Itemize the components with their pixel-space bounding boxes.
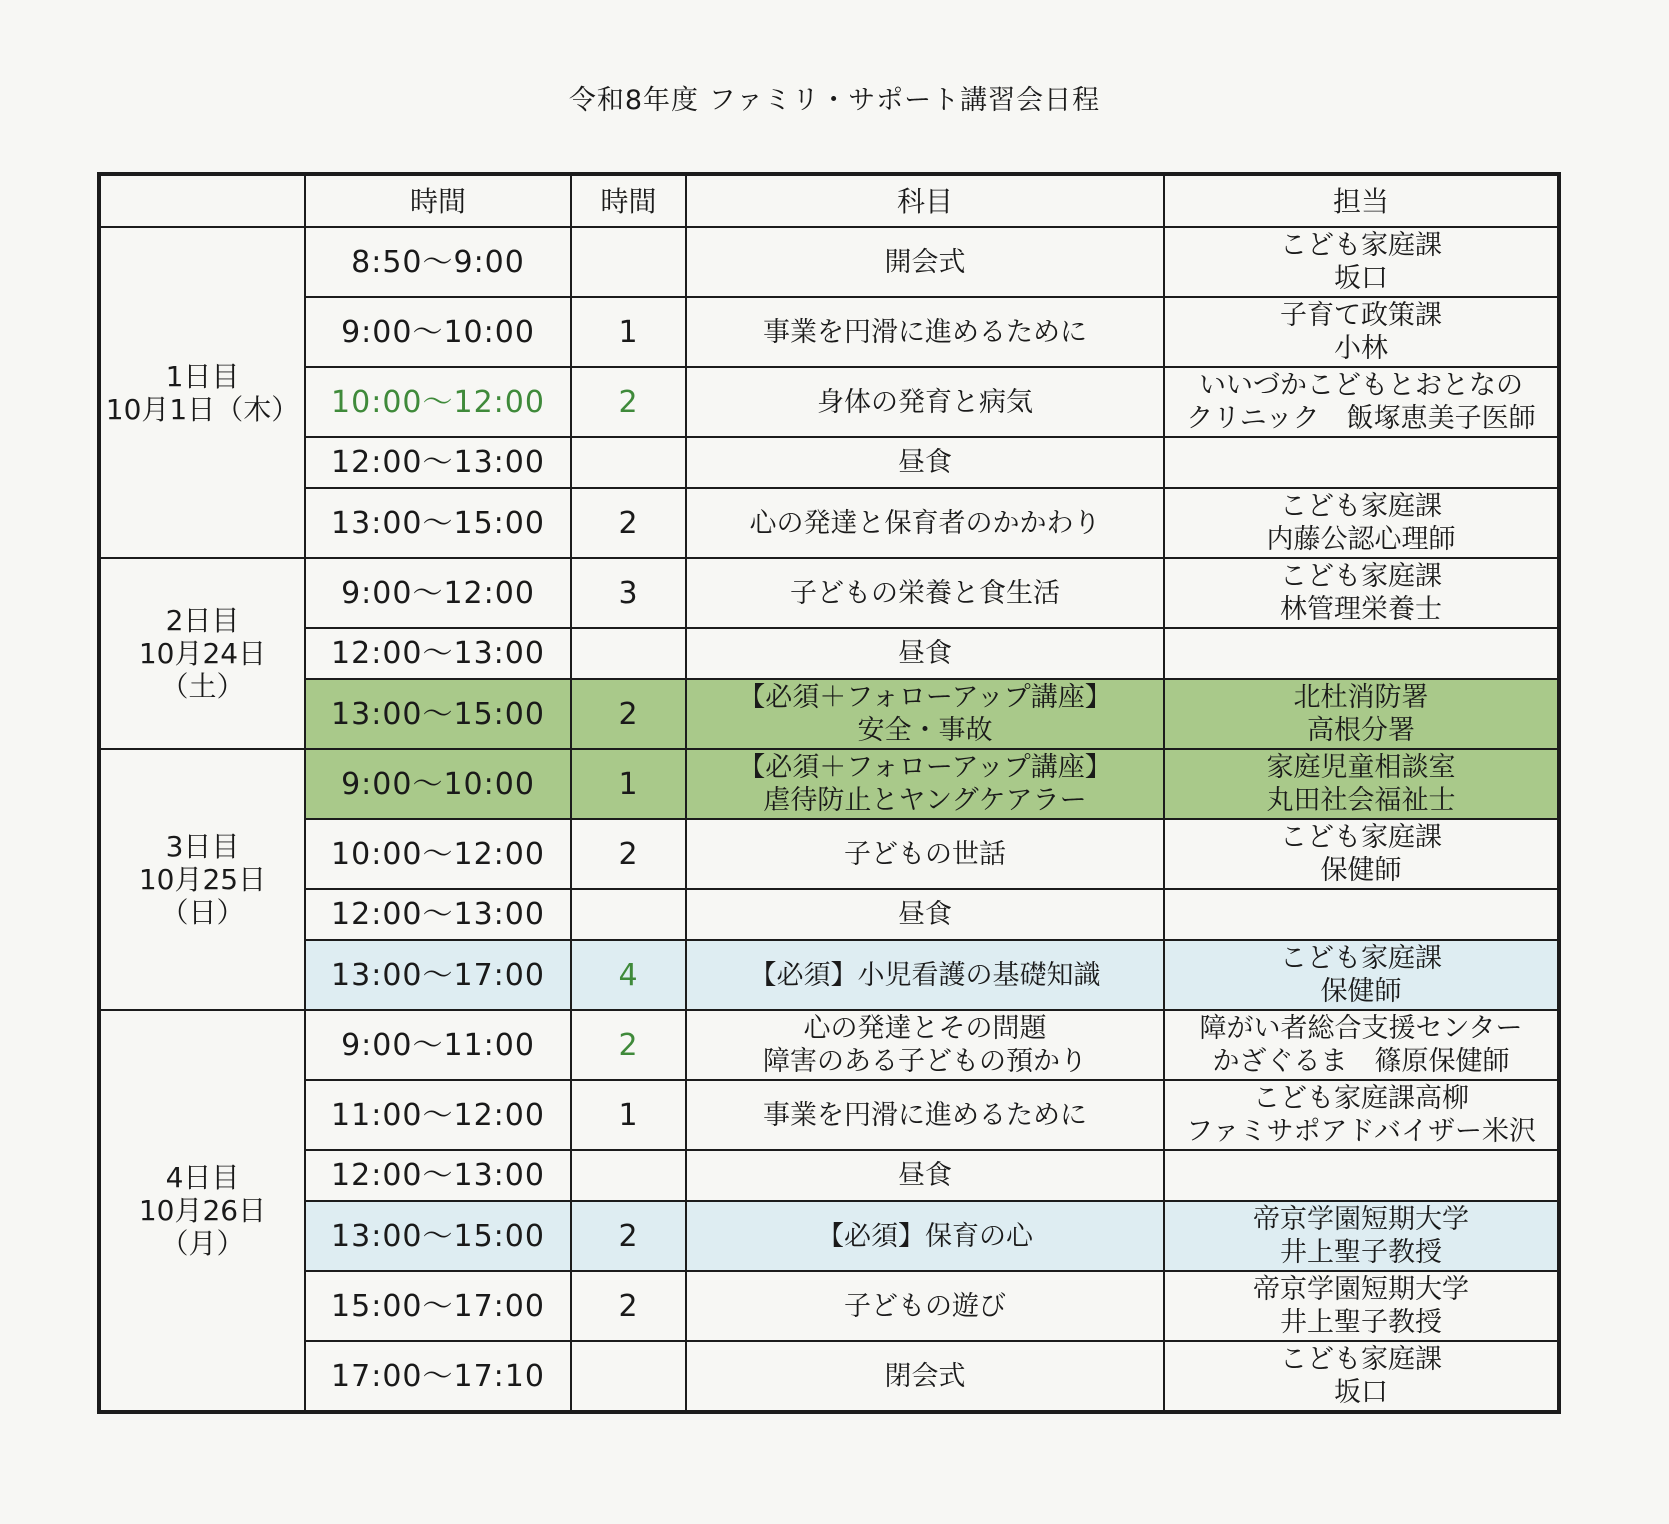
person-cell: [1164, 819, 1559, 889]
table-row: [99, 297, 1559, 367]
hours-cell: [571, 628, 686, 679]
table-row: [99, 1271, 1559, 1341]
hours-cell: 2: [571, 679, 686, 749]
person-cell: [1164, 488, 1559, 558]
hours-cell: [571, 1150, 686, 1201]
subject-line: 【必須】小児看護の基礎知識: [749, 959, 1101, 991]
person-cell: [1164, 1271, 1559, 1341]
person-line: 井上聖子教授: [1280, 1237, 1442, 1268]
person-line: 北杜消防署: [1293, 682, 1429, 713]
table-row: [99, 889, 1559, 940]
hours-cell: 2: [571, 488, 686, 558]
person-line: 林管理栄養士: [1280, 594, 1442, 625]
person-line: 保健師: [1320, 855, 1402, 886]
subject-line: 心の発達と保育者のかかわり: [749, 507, 1101, 539]
subject-cell: [686, 889, 1164, 940]
person-line: 坂口: [1334, 1377, 1388, 1408]
subject-cell: [686, 1010, 1164, 1080]
person-cell: [1164, 749, 1559, 819]
hours-cell: 4: [571, 940, 686, 1010]
hours-cell: 2: [571, 819, 686, 889]
person-cell: [1164, 1341, 1559, 1412]
person-cell: [1164, 940, 1559, 1010]
time-cell: 12:00～13:00: [305, 437, 571, 488]
day-3-cell: [99, 749, 305, 1010]
person-cell: [1164, 1150, 1559, 1201]
person-line: こども家庭課高柳: [1253, 1083, 1469, 1114]
time-cell: 12:00～13:00: [305, 889, 571, 940]
subject-line: 事業を円滑に進めるために: [763, 316, 1087, 348]
person-line: 井上聖子教授: [1280, 1307, 1442, 1338]
day-weekday: （月）: [160, 1227, 245, 1260]
time-cell: 13:00～15:00: [305, 488, 571, 558]
table-row: [99, 1080, 1559, 1150]
subject-cell: [686, 297, 1164, 367]
time-cell: 12:00～13:00: [305, 1150, 571, 1201]
time-cell: 12:00～13:00: [305, 628, 571, 679]
day-date: 10月1日（木）: [105, 392, 300, 426]
person-cell: [1164, 889, 1559, 940]
person-cell: [1164, 367, 1559, 437]
person-line: こども家庭課: [1280, 943, 1442, 974]
subject-line: 昼食: [898, 638, 952, 669]
table-row: [99, 628, 1559, 679]
document-title: 令和8年度 ファミリ・サポート講習会日程: [568, 85, 1101, 116]
table-row: [99, 227, 1559, 297]
table-row: [99, 1150, 1559, 1201]
header-row: [99, 174, 1559, 227]
subject-cell: [686, 749, 1164, 819]
hours-cell: 2: [571, 1201, 686, 1271]
time-cell: 10:00～12:00: [305, 819, 571, 889]
subject-line: 安全・事故: [857, 715, 993, 746]
hours-cell: [571, 889, 686, 940]
time-cell: 17:00～17:10: [305, 1341, 571, 1412]
table-row: [99, 367, 1559, 437]
subject-cell: [686, 227, 1164, 297]
hours-cell: 3: [571, 558, 686, 628]
hours-cell: 1: [571, 749, 686, 819]
person-line: 丸田社会福祉士: [1266, 785, 1456, 816]
day-label: 2日目: [165, 604, 240, 637]
person-line: かざぐるま 篠原保健師: [1212, 1046, 1510, 1077]
subject-line: 身体の発育と病気: [817, 386, 1033, 418]
person-line: 高根分署: [1307, 715, 1415, 746]
person-line: クリニック 飯塚恵美子医師: [1186, 403, 1536, 434]
person-line: 坂口: [1334, 263, 1388, 294]
hours-cell: 1: [571, 1080, 686, 1150]
subject-line: 子どもの世話: [844, 838, 1006, 870]
subject-cell: [686, 1201, 1164, 1271]
day-label: 3日目: [165, 830, 240, 863]
table-row-highlighted: [99, 940, 1559, 1010]
table-row: [99, 819, 1559, 889]
table-row: [99, 488, 1559, 558]
hours-cell: 2: [571, 1271, 686, 1341]
header-day: [99, 174, 305, 227]
day-label: 4日目: [165, 1161, 240, 1194]
person-cell: [1164, 227, 1559, 297]
person-line: こども家庭課: [1280, 561, 1442, 592]
person-line: 障がい者総合支援センター: [1199, 1013, 1523, 1044]
person-cell: [1164, 679, 1559, 749]
schedule-table: [97, 172, 1561, 1414]
person-cell: [1164, 437, 1559, 488]
time-cell: 10:00～12:00: [305, 367, 571, 437]
table-row: [99, 1341, 1559, 1412]
subject-cell: [686, 367, 1164, 437]
person-line: 小林: [1334, 333, 1388, 364]
subject-cell: [686, 1341, 1164, 1412]
subject-cell: [686, 679, 1164, 749]
subject-line: 子どもの栄養と食生活: [790, 577, 1060, 609]
hours-cell: [571, 227, 686, 297]
hours-cell: [571, 1341, 686, 1412]
subject-cell: [686, 940, 1164, 1010]
table-row: [99, 558, 1559, 628]
person-cell: [1164, 628, 1559, 679]
subject-line: 閉会式: [884, 1360, 966, 1392]
time-cell: 9:00～12:00: [305, 558, 571, 628]
person-line: こども家庭課: [1280, 491, 1442, 522]
header-time: 時間: [305, 174, 571, 227]
time-cell: 9:00～10:00: [305, 749, 571, 819]
day-weekday: （土）: [160, 670, 245, 703]
table-row-highlighted: [99, 749, 1559, 819]
day-2-cell: [99, 558, 305, 749]
day-4-cell: [99, 1010, 305, 1412]
time-cell: 13:00～15:00: [305, 679, 571, 749]
time-cell: 11:00～12:00: [305, 1080, 571, 1150]
time-cell: 15:00～17:00: [305, 1271, 571, 1341]
person-cell: [1164, 1010, 1559, 1080]
day-1-cell: [99, 227, 305, 558]
person-cell: [1164, 1080, 1559, 1150]
day-date: 10月24日: [138, 637, 267, 670]
subject-line: 昼食: [898, 1160, 952, 1191]
subject-line: 昼食: [898, 899, 952, 930]
header-person: 担当: [1164, 174, 1559, 227]
person-line: 子育て政策課: [1280, 300, 1442, 331]
person-line: いいづかこどもとおとなの: [1199, 370, 1523, 401]
time-cell: 13:00～17:00: [305, 940, 571, 1010]
header-subject: 科目: [686, 174, 1164, 227]
person-cell: [1164, 297, 1559, 367]
hours-cell: [571, 437, 686, 488]
subject-cell: [686, 628, 1164, 679]
day-label: 1日目: [165, 359, 240, 393]
subject-line: 事業を円滑に進めるために: [763, 1099, 1087, 1131]
subject-cell: [686, 1271, 1164, 1341]
day-weekday: （日）: [160, 896, 245, 929]
day-date: 10月25日: [138, 863, 267, 896]
subject-cell: [686, 558, 1164, 628]
person-line: 帝京学園短期大学: [1253, 1204, 1469, 1235]
subject-cell: [686, 437, 1164, 488]
person-line: こども家庭課: [1280, 822, 1442, 853]
time-cell: 8:50～9:00: [305, 227, 571, 297]
subject-line: 子どもの遊び: [844, 1290, 1006, 1322]
day-date: 10月26日: [138, 1194, 267, 1227]
table-row: [99, 437, 1559, 488]
person-line: 内藤公認心理師: [1266, 524, 1456, 555]
hours-cell: 2: [571, 367, 686, 437]
header-hours: 時間: [571, 174, 686, 227]
time-cell: 9:00～10:00: [305, 297, 571, 367]
table-row-highlighted: [99, 679, 1559, 749]
subject-cell: [686, 1080, 1164, 1150]
person-cell: [1164, 1201, 1559, 1271]
subject-line: 心の発達とその問題: [803, 1013, 1047, 1044]
subject-cell: [686, 819, 1164, 889]
person-line: 保健師: [1320, 976, 1402, 1007]
subject-line: 昼食: [898, 447, 952, 478]
time-cell: 9:00～11:00: [305, 1010, 571, 1080]
subject-cell: [686, 1150, 1164, 1201]
hours-cell: 1: [571, 297, 686, 367]
subject-line: 【必須＋フォローアップ講座】: [738, 752, 1112, 783]
person-cell: [1164, 558, 1559, 628]
person-line: ファミサポアドバイザー米沢: [1186, 1116, 1536, 1147]
table-row-highlighted: [99, 1201, 1559, 1271]
subject-line: 障害のある子どもの預かり: [763, 1046, 1087, 1077]
hours-cell: 2: [571, 1010, 686, 1080]
person-line: 帝京学園短期大学: [1253, 1274, 1469, 1305]
person-line: 家庭児童相談室: [1266, 752, 1456, 783]
table-row: [99, 1010, 1559, 1080]
subject-cell: [686, 488, 1164, 558]
subject-line: 開会式: [884, 246, 966, 278]
person-line: こども家庭課: [1280, 1344, 1442, 1375]
subject-line: 【必須】保育の心: [817, 1220, 1033, 1252]
person-line: こども家庭課: [1280, 230, 1442, 261]
time-cell: 13:00～15:00: [305, 1201, 571, 1271]
subject-line: 【必須＋フォローアップ講座】: [738, 682, 1112, 713]
subject-line: 虐待防止とヤングケアラー: [763, 785, 1087, 816]
